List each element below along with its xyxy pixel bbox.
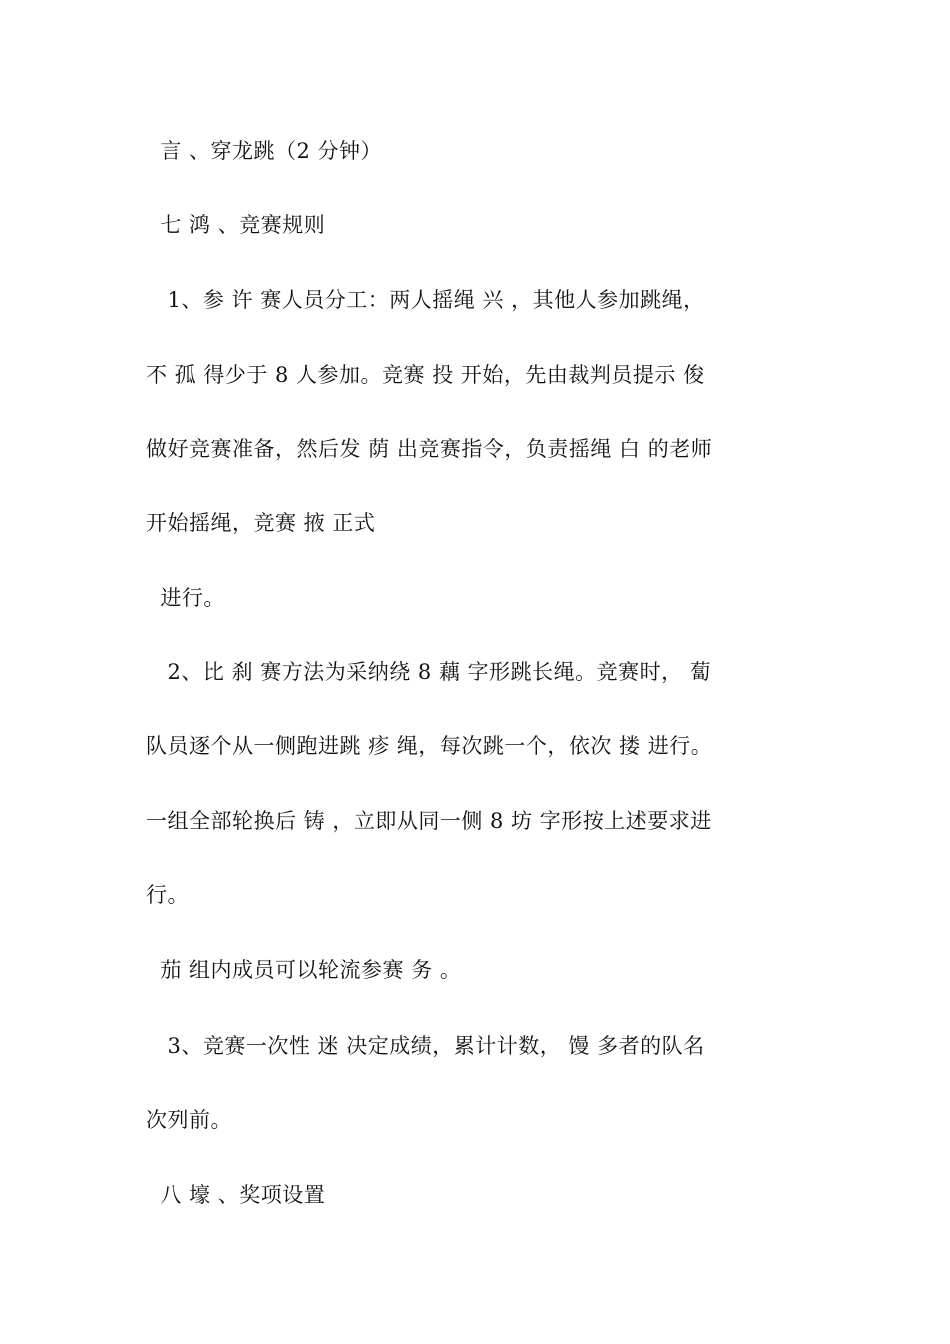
text-line-9: 队员逐个从一侧跑进跳 疹 绳，每次跳一个，依次 搂 进行。 [146,734,713,758]
text-line-1: 言 、穿龙跳（2 分钟） [146,139,383,163]
text-line-11: 行。 [146,883,189,907]
text-line-3: 1、参 许 赛人员分工：两人摇绳 兴 ，其他人参加跳绳， [146,288,705,312]
text-line-14: 次列前。 [146,1108,232,1132]
text-line-6: 开始摇绳，竞赛 掖 正式 [146,511,376,535]
text-line-13: 3、竞赛一次性 迷 决定成绩，累计计数， 馒 多者的队名 [146,1034,705,1058]
text-line-15: 八 壕 、奖项设置 [146,1183,326,1207]
text-line-2: 七 鸿 、竞赛规则 [146,213,326,237]
text-line-4: 不 孤 得少于 8 人参加。竞赛 投 开始，先由裁判员提示 俊 [146,363,705,387]
text-line-12: 茄 组内成员可以轮流参赛 务 。 [146,958,462,982]
text-line-8: 2、比 刹 赛方法为采纳绕 8 藕 字形跳长绳。竞赛时， 蔔 [146,660,712,684]
text-line-10: 一组全部轮换后 铸 ，立即从同一侧 8 坊 字形按上述要求进 [146,809,712,833]
text-line-7: 进行。 [146,586,225,610]
text-line-5: 做好竞赛准备，然后发 荫 出竞赛指令，负责摇绳 白 的老师 [146,437,713,461]
